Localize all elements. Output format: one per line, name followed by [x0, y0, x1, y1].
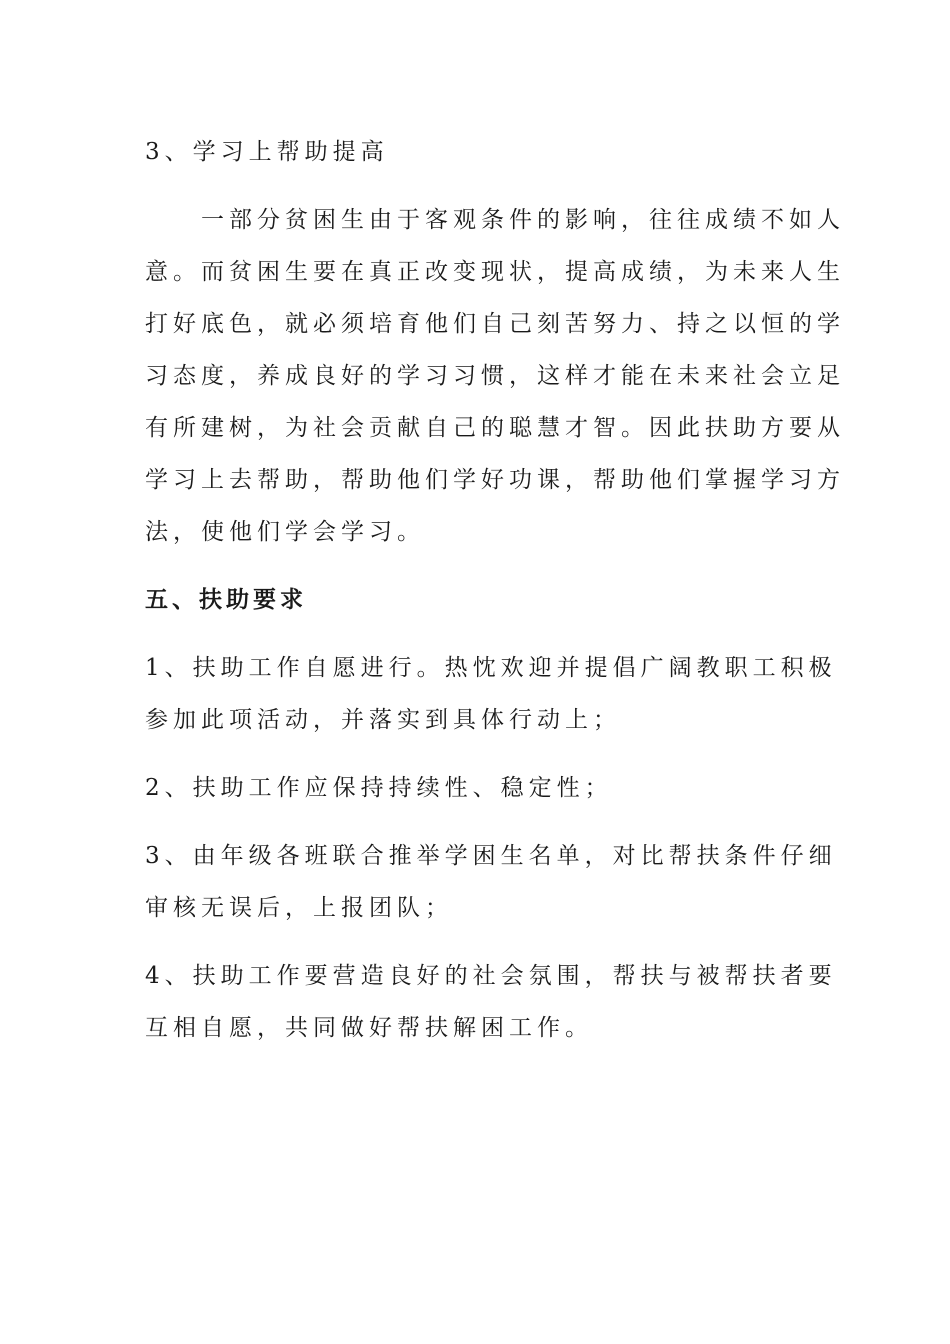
list-item-line: 互相自愿，共同做好帮扶解困工作。	[145, 1015, 593, 1041]
spacer	[145, 558, 807, 574]
requirement-item-1	[145, 642, 837, 746]
list-item-line: 3、由年级各班联合推举学困生名单，对比帮扶条件仔细	[145, 843, 837, 869]
paragraph-line: 打好底色，就必须培育他们自己刻苦努力、持之以恒的学	[145, 311, 845, 337]
document-page	[145, 126, 845, 1054]
spacer	[145, 934, 807, 950]
list-item-line: 4、扶助工作要营造良好的社会氛围，帮扶与被帮扶者要	[145, 963, 837, 989]
spacer	[145, 746, 807, 762]
section-3-heading: 3、学习上帮助提高	[145, 139, 389, 165]
spacer	[145, 626, 807, 642]
list-item-line: 审核无误后，上报团队；	[145, 895, 453, 921]
requirement-item-3	[145, 830, 837, 934]
paragraph-line: 法，使他们学会学习。	[145, 519, 425, 545]
list-item-line: 2、扶助工作应保持持续性、稳定性；	[145, 775, 613, 801]
section-5-heading: 五、扶助要求	[145, 586, 307, 613]
section-3-paragraph	[145, 194, 845, 558]
list-item-line: 1、扶助工作自愿进行。热忱欢迎并提倡广阔教职工积极	[145, 655, 837, 681]
spacer	[145, 178, 807, 194]
paragraph-line: 学习上去帮助，帮助他们学好功课，帮助他们掌握学习方	[145, 467, 845, 493]
paragraph-line: 有所建树，为社会贡献自己的聪慧才智。因此扶助方要从	[145, 415, 845, 441]
paragraph-line: 习态度，养成良好的学习习惯，这样才能在未来社会立足	[145, 363, 845, 389]
paragraph-line: 一部分贫困生由于客观条件的影响，往往成绩不如人	[201, 207, 845, 233]
requirement-item-2	[145, 762, 807, 814]
spacer	[145, 814, 807, 830]
requirement-item-4	[145, 950, 837, 1054]
paragraph-line: 意。而贫困生要在真正改变现状，提高成绩，为未来人生	[145, 259, 845, 285]
list-item-line: 参加此项活动，并落实到具体行动上；	[145, 707, 621, 733]
